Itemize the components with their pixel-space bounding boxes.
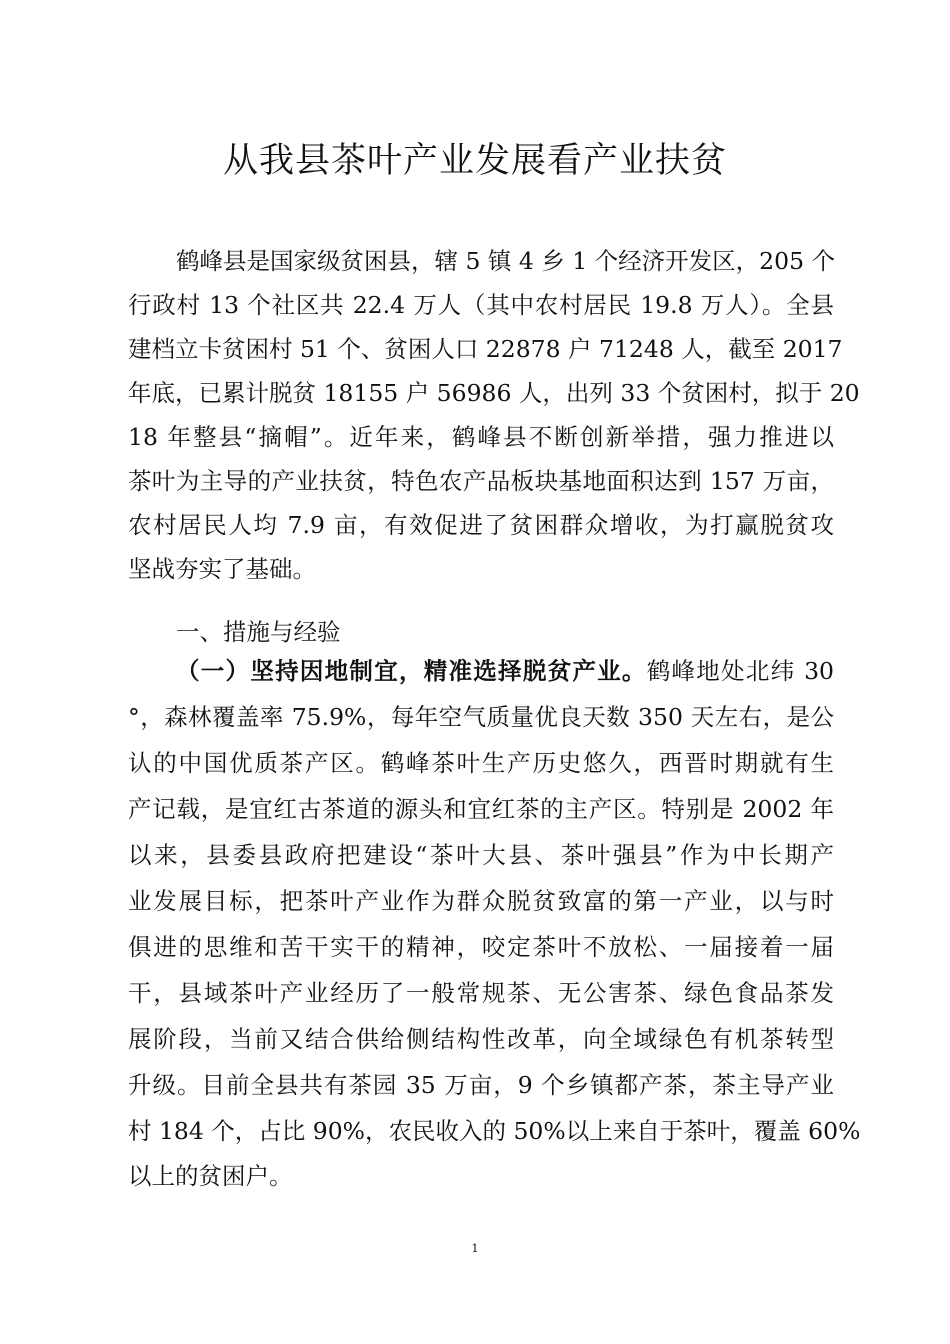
paragraph-line: 俱进的思维和苦干实干的精神，咬定茶叶不放松、一届接着一届: [128, 933, 834, 961]
paragraph-line: 升级。目前全县共有茶园 35 万亩，9 个乡镇都产茶，茶主导产业: [128, 1071, 834, 1099]
document-title: 从我县茶叶产业发展看产业扶贫: [222, 141, 727, 181]
paragraph-line: 以来，县委县政府把建设“茶叶大县、茶叶强县”作为中长期产: [128, 841, 834, 869]
paragraph-line: 18 年整县“摘帽”。近年来，鹤峰县不断创新举措，强力推进以: [128, 423, 834, 451]
subsection-bold-lead: （一）坚持因地制宜，精准选择脱贫产业。: [176, 657, 647, 685]
paragraph-line: 行政村 13 个社区共 22.4 万人（其中农村居民 19.8 万人）。全县: [128, 291, 834, 319]
subsection-first-line: [176, 656, 834, 686]
paragraph-line: 鹤峰县是国家级贫困县，辖 5 镇 4 乡 1 个经济开发区，205 个: [176, 247, 835, 275]
paragraph-line: 干，县域茶叶产业经历了一般常规茶、无公害茶、绿色食品茶发: [128, 979, 834, 1007]
paragraph-line: 认的中国优质茶产区。鹤峰茶叶生产历史悠久，西晋时期就有生: [128, 749, 834, 777]
paragraph-line: 展阶段，当前又结合供给侧结构性改革，向全域绿色有机茶转型: [128, 1025, 834, 1053]
paragraph-line: 业发展目标，把茶叶产业作为群众脱贫致富的第一产业，以与时: [128, 887, 834, 915]
section-heading: 一、措施与经验: [176, 618, 341, 646]
paragraph-line: 农村居民人均 7.9 亩，有效促进了贫困群众增收，为打赢脱贫攻: [128, 511, 834, 539]
paragraph-line: 建档立卡贫困村 51 个、贫困人口 22878 户 71248 人，截至 2017: [128, 335, 843, 363]
paragraph-line: 茶叶为主导的产业扶贫，特色农产品板块基地面积达到 157 万亩，: [128, 467, 834, 495]
paragraph-line: °，森林覆盖率 75.9%，每年空气质量优良天数 350 天左右，是公: [128, 703, 834, 731]
paragraph-line: 年底，已累计脱贫 18155 户 56986 人，出列 33 个贫困村，拟于 20: [128, 379, 860, 407]
paragraph-line: 产记载，是宜红古茶道的源头和宜红茶的主产区。特别是 2002 年: [128, 795, 834, 823]
page-number: 1: [471, 1242, 479, 1255]
paragraph-line: 村 184 个，占比 90%，农民收入的 50%以上来自于茶叶，覆盖 60%: [128, 1117, 861, 1145]
subsection-line-rest: 鹤峰地处北纬 30: [646, 657, 835, 685]
paragraph-line: 以上的贫困户。: [128, 1162, 293, 1190]
paragraph-line: 坚战夯实了基础。: [128, 555, 316, 583]
